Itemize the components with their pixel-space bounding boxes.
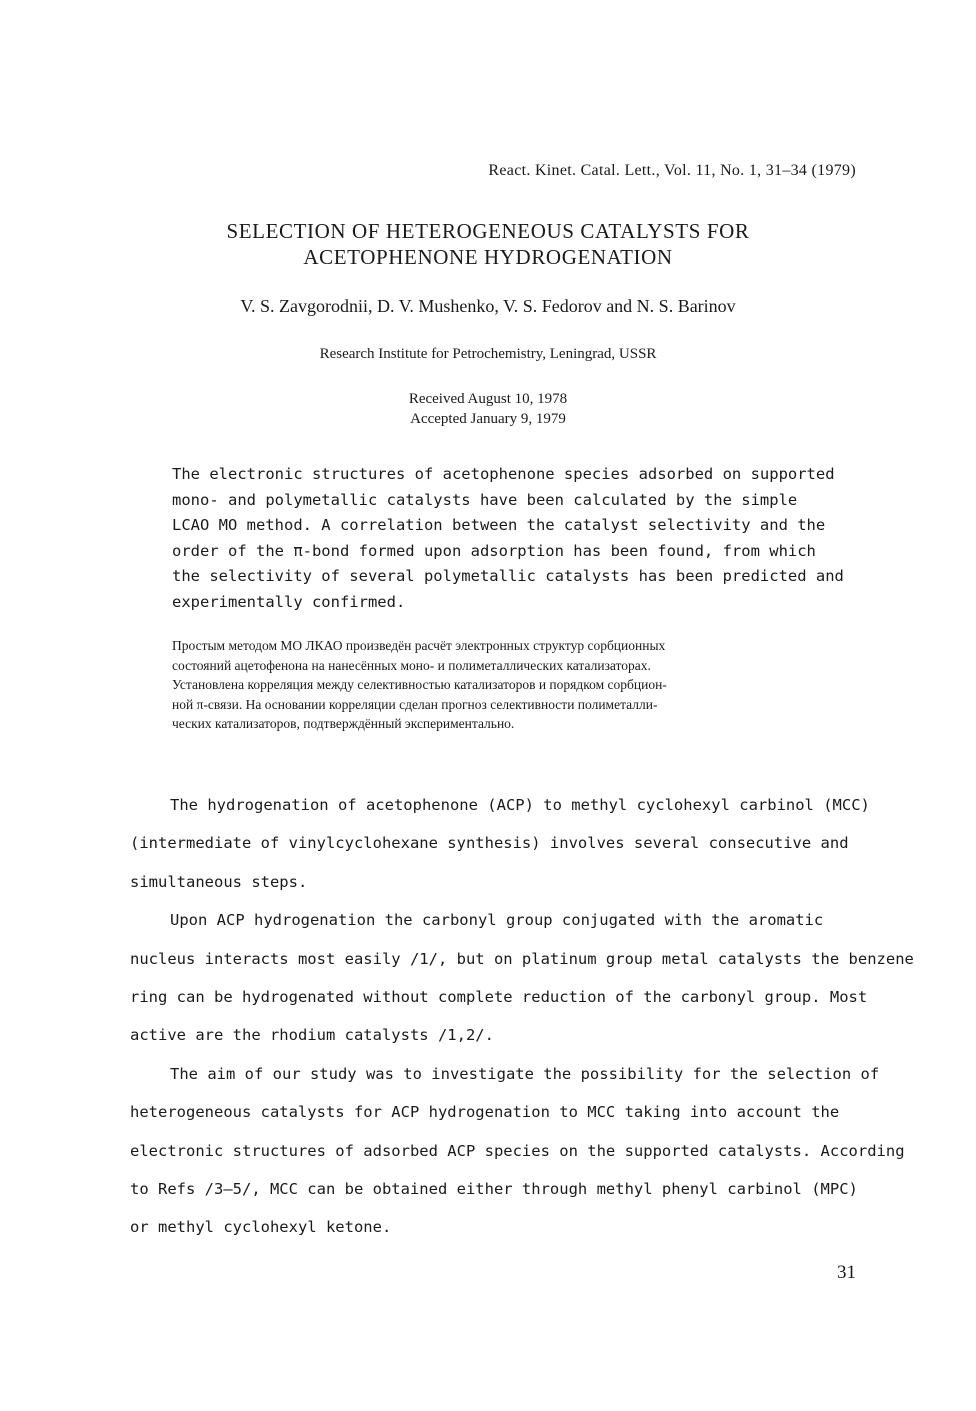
body-line: electronic structures of adsorbed ACP species on the supported catalysts. According [130,1141,905,1160]
abstract-english [172,462,844,615]
abstract-line: order of the π-bond formed upon adsorption has been found, from which [172,541,816,560]
received-date: Received August 10, 1978 [408,391,568,407]
body-line: ring can be hydrogenated without complete reduction of the carbonyl group. Most [130,988,868,1007]
abstract-ru-line: ной π-связи. На основании корреляции сделан прогноз селективности полиметалли- [172,696,658,712]
title-line: ACETOPHENONE HYDROGENATION [303,245,673,269]
body-line: The hydrogenation of acetophenone (ACP) to methyl cyclohexyl carbinol (MCC) [170,796,870,814]
journal-reference: React. Kinet. Catal. Lett., Vol. 11, No. 1, 31–34 (1979) [488,162,856,179]
abstract-line: experimentally confirmed. [172,592,406,611]
abstract-ru-line: состояний ацетофенона на нанесённых моно- и полиметаллических катализаторах. [172,657,651,673]
submission-dates [0,389,976,429]
body-line: active are the rhodium catalysts /1,2/. [130,1026,494,1045]
abstract-ru-line: Простым методом МО ЛКАО произведён расчёт электронных структур сорбционных [172,638,666,653]
body-line: nucleus interacts most easily /1/, but on platinum group metal catalysts the benzene [130,949,914,968]
abstract-line: mono- and polymetallic catalysts have been calculated by the simple [172,490,798,509]
body-line: (intermediate of vinylcyclohexane synthesis) involves several consecutive and [130,834,849,853]
body-line: The aim of our study was to investigate the possibility for the selection of [170,1064,880,1083]
body-line: Upon ACP hydrogenation the carbonyl group conjugated with the aromatic [170,911,824,930]
paper-title [0,218,976,270]
abstract-line: The electronic structures of acetophenone species adsorbed on supported [172,465,835,483]
body-text [130,786,914,1247]
title-line: SELECTION OF HETEROGENEOUS CATALYSTS FOR [226,219,750,243]
body-line: simultaneous steps. [130,872,308,891]
body-line: to Refs /3–5/, MCC can be obtained either through methyl phenyl carbinol (MPC) [130,1180,858,1199]
affiliation: Research Institute for Petrochemistry, Leningrad, USSR [319,346,657,362]
authors: V. S. Zavgorodnii, D. V. Mushenko, V. S. Fedorov and N. S. Barinov [240,296,736,316]
abstract-line: LCAO MO method. A correlation between the catalyst selectivity and the [172,516,826,534]
accepted-date: Accepted January 9, 1979 [410,411,566,427]
abstract-ru-line: ческих катализаторов, подтверждённый экспериментально. [172,716,515,732]
abstract-line: the selectivity of several polymetallic catalysts has been predicted and [172,567,844,585]
body-line: heterogeneous catalysts for ACP hydrogenation to MCC taking into account the [130,1103,840,1122]
body-line: or methyl cyclohexyl ketone. [130,1218,392,1237]
abstract-russian [172,636,852,734]
abstract-ru-line: Установлена корреляция между селективностью катализаторов и порядком сорбцион- [172,677,667,693]
page-number: 31 [837,1262,856,1283]
